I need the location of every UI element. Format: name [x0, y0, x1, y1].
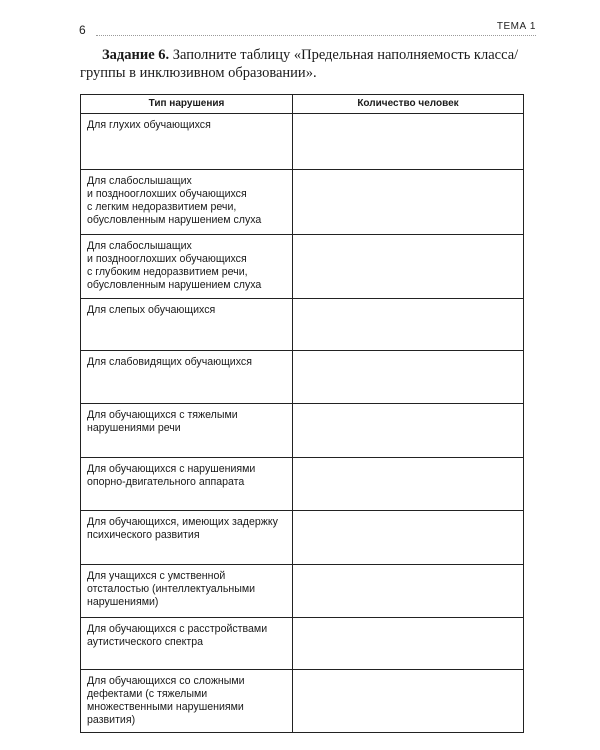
- capacity-table: [80, 94, 524, 733]
- disorder-type-line: Для обучающихся со сложными: [87, 675, 245, 687]
- running-head: ТЕМА 1: [496, 21, 536, 32]
- disorder-type-line: Для обучающихся с тяжелыми: [87, 409, 238, 421]
- disorder-type-line: Для обучающихся, имеющих задержку: [87, 516, 278, 528]
- table-row: [81, 114, 524, 170]
- disorder-type-cell: [81, 618, 293, 670]
- disorder-type-line: и позднооглохших обучающихся: [87, 188, 247, 200]
- task-text-line-1: Заполните таблицу «Предельная наполняемость класса/: [172, 47, 519, 63]
- disorder-type-line: нарушениями речи: [87, 422, 181, 434]
- disorder-type-cell: [81, 351, 293, 404]
- disorder-type-cell: [81, 458, 293, 511]
- disorder-type-line: развития): [87, 714, 136, 726]
- student-count-cell[interactable]: [293, 114, 524, 170]
- disorder-type-line: и позднооглохших обучающихся: [87, 253, 247, 265]
- column-header-student-count: Количество человек: [293, 95, 524, 114]
- student-count-cell[interactable]: [293, 670, 524, 733]
- disorder-type-line: Для обучающихся с нарушениями: [87, 463, 256, 475]
- student-count-cell[interactable]: [293, 618, 524, 670]
- disorder-type-line: опорно-двигательного аппарата: [87, 476, 245, 488]
- disorder-type-line: обусловленным нарушением слуха: [87, 214, 262, 226]
- task-heading: [80, 46, 550, 82]
- disorder-type-line: Для обучающихся с расстройствами: [87, 623, 268, 635]
- disorder-type-cell: [81, 299, 293, 351]
- table-row: [81, 618, 524, 670]
- disorder-type-cell: [81, 565, 293, 618]
- column-header-disorder-type: Тип нарушения: [81, 95, 293, 114]
- table-header-row: [81, 95, 524, 114]
- disorder-type-cell: [81, 114, 293, 170]
- disorder-type-line: с глубоким недоразвитием речи,: [87, 266, 248, 278]
- table-row: [81, 670, 524, 733]
- disorder-type-cell: [81, 235, 293, 299]
- task-text-line-2: группы в инклюзивном образовании».: [80, 65, 317, 81]
- student-count-cell[interactable]: [293, 565, 524, 618]
- disorder-type-line: обусловленным нарушением слуха: [87, 279, 262, 291]
- student-count-cell[interactable]: [293, 170, 524, 235]
- table-row: [81, 299, 524, 351]
- table-row: [81, 458, 524, 511]
- student-count-cell[interactable]: [293, 404, 524, 458]
- disorder-type-cell: [81, 404, 293, 458]
- page-number: 6: [79, 23, 86, 37]
- disorder-type-line: Для слепых обучающихся: [87, 304, 216, 316]
- disorder-type-cell: [81, 511, 293, 565]
- disorder-type-cell: [81, 170, 293, 235]
- student-count-cell[interactable]: [293, 511, 524, 565]
- disorder-type-line: нарушениями): [87, 596, 159, 608]
- student-count-cell[interactable]: [293, 235, 524, 299]
- disorder-type-line: отсталостью (интеллектуальными: [87, 583, 256, 595]
- student-count-cell[interactable]: [293, 351, 524, 404]
- disorder-type-line: Для слабовидящих обучающихся: [87, 356, 252, 368]
- disorder-type-line: Для глухих обучающихся: [87, 119, 211, 131]
- disorder-type-line: Для слабослышащих: [87, 175, 192, 187]
- disorder-type-line: Для слабослышащих: [87, 240, 192, 252]
- disorder-type-line: множественными нарушениями: [87, 701, 244, 713]
- student-count-cell[interactable]: [293, 458, 524, 511]
- table-row: [81, 170, 524, 235]
- header-rule: [96, 35, 536, 36]
- disorder-type-line: Для учащихся с умственной: [87, 570, 226, 582]
- table-row: [81, 351, 524, 404]
- disorder-type-line: аутистического спектра: [87, 636, 204, 648]
- table-row: [81, 404, 524, 458]
- disorder-type-cell: [81, 670, 293, 733]
- task-label: Задание 6.: [102, 47, 170, 63]
- table-row: [81, 235, 524, 299]
- task-heading-line-1: [80, 46, 550, 64]
- table-row: [81, 511, 524, 565]
- disorder-type-line: дефектами (с тяжелыми: [87, 688, 208, 700]
- disorder-type-line: психического развития: [87, 529, 200, 541]
- disorder-type-line: с легким недоразвитием речи,: [87, 201, 237, 213]
- student-count-cell[interactable]: [293, 299, 524, 351]
- table-row: [81, 565, 524, 618]
